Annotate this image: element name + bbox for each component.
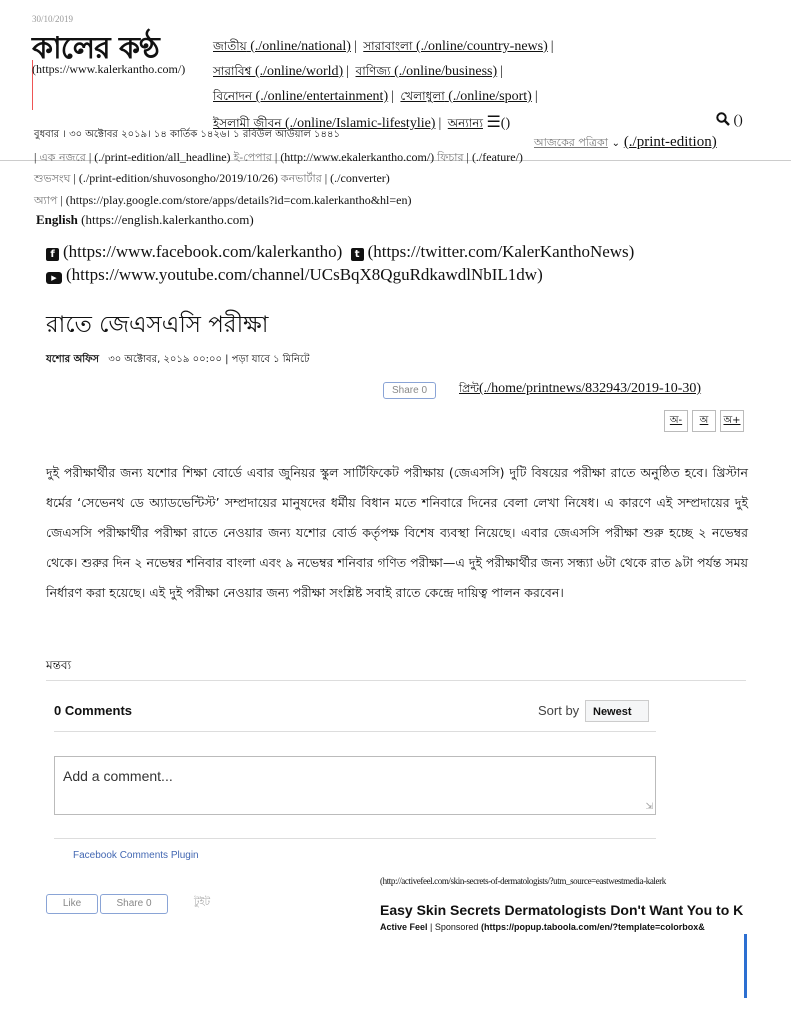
ad-sponsored-link[interactable]: (https://popup.taboola.com/en/?template=colorbox& xyxy=(480,922,705,932)
font-increase-button[interactable]: অ+ xyxy=(720,410,744,432)
link-epaper-url[interactable]: (http://www.ekalerkantho.com/) xyxy=(280,150,435,164)
nav-item-others[interactable]: অন্যান্য ☰() xyxy=(447,114,511,131)
ad-title[interactable]: Easy Skin Secrets Dermatologists Don't Want You to K xyxy=(380,902,744,918)
share-button-bottom[interactable]: Share 0 xyxy=(100,894,168,914)
links-row-2: শুভসংঘ | (./print-edition/shuvosongho/2019/10/26) কনভার্টার | (./converter) xyxy=(34,171,390,185)
article-headline: রাতে জেএসএসি পরীক্ষা xyxy=(46,312,269,338)
ad-url[interactable]: (http://activefeel.com/skin-secrets-of-dermatologists/?utm_source=eastwestmedia-kalerk xyxy=(380,876,666,886)
link-feature-url[interactable]: (./feature/) xyxy=(471,150,523,164)
nav-item-world[interactable]: সারাবিশ্ব (./online/world) xyxy=(213,64,344,79)
ad-sponsor: Active Feel | Sponsored (https://popup.taboola.com/en/?template=colorbox& xyxy=(380,922,705,932)
social-row-1 xyxy=(46,242,634,262)
date-stamp: 30/10/2019 xyxy=(32,14,74,24)
link-shuvosongho-url[interactable]: (./print-edition/shuvosongho/2019/10/26) xyxy=(78,171,278,185)
sort-select[interactable]: Newest xyxy=(585,700,649,722)
link-english[interactable]: English xyxy=(36,212,78,227)
twitter-icon: t xyxy=(351,248,364,261)
menu-icon[interactable]: ☰ xyxy=(486,114,501,131)
comments-divider xyxy=(46,680,746,681)
facebook-plugin-link[interactable]: Facebook Comments Plugin xyxy=(73,850,199,861)
nav-item-national[interactable]: জাতীয় (./online/national) xyxy=(213,39,351,54)
nav-row-2: সারাবিশ্ব (./online/world) | বাণিজ্য (./online/business) | xyxy=(213,64,503,79)
facebook-icon: f xyxy=(46,248,59,261)
twitter-link[interactable]: t (https://twitter.com/KalerKanthoNews) xyxy=(351,242,635,261)
print-edition-link[interactable]: আজকের পত্রিকা ⌄ (./print-edition) xyxy=(534,134,717,150)
like-button[interactable]: Like xyxy=(46,894,98,914)
link-headlines[interactable]: এক নজরে xyxy=(39,151,86,164)
link-converter-url[interactable]: (./converter) xyxy=(330,171,390,185)
site-logo[interactable]: কালের কণ্ঠ xyxy=(32,31,159,66)
link-app-url[interactable]: (https://play.google.com/store/apps/details?id=com.kalerkantho&hl=en) xyxy=(65,193,412,207)
link-feature[interactable]: ফিচার xyxy=(437,151,464,164)
link-english-url[interactable]: (https://english.kalerkantho.com) xyxy=(81,212,254,227)
resize-grip-icon[interactable]: ⇲ xyxy=(645,801,653,811)
links-row-1: | এক নজরে | (./print-edition/all_headline) ই-পেপার | (http://www.ekalerkantho.com/) ফিচার | (./feature/) xyxy=(34,150,523,164)
share-button[interactable]: Share 0 xyxy=(383,380,436,398)
youtube-icon: ▶ xyxy=(46,272,62,284)
links-row-english xyxy=(36,212,254,228)
nav-item-business[interactable]: বাণিজ্য (./online/business) xyxy=(355,64,498,79)
nav-item-country[interactable]: সারাবাংলা (./online/country-news) xyxy=(363,39,548,54)
youtube-link[interactable]: ▶ (https://www.youtube.com/channel/UCsBqX8QguRdkawdlNbIL1dw) xyxy=(46,265,543,284)
links-row-3: অ্যাপ | (https://play.google.com/store/apps/details?id=com.kalerkantho&hl=en) xyxy=(34,193,412,207)
link-converter[interactable]: কনভার্টার xyxy=(280,172,322,185)
comment-count: 0 Comments xyxy=(54,703,133,718)
nav-item-entertainment[interactable]: বিনোদন (./online/entertainment) xyxy=(213,89,389,104)
comments-divider-2 xyxy=(54,731,656,732)
search-button[interactable]: () xyxy=(716,112,743,129)
font-decrease-button[interactable]: অ- xyxy=(664,410,688,432)
ad-accent-bar xyxy=(744,934,747,998)
article-body: দুই পরীক্ষার্থীর জন্য যশোর শিক্ষা বোর্ডে এবার জুনিয়র স্কুল সার্টিফিকেট পরীক্ষায় (জেএসসি) দুটি বিষয়ের পরীক্ষা রাতে অনুষ্ঠিত হবে। খ্রিস্টান ধর্মের ‘সেভেনথ ডে অ্যাডভেন্টিস্ট’ সম্প্রদায়ের মানুষদের ধর্মীয় বিধান মতে শনিবারে দিনের বেলা লেখা নিষেধ। এ কারণে এই সম্প্রদায়ের দুই জেএসসি পরীক্ষার্থীর পরীক্ষা রাতে নেওয়ার জন্য যশোর বোর্ড কর্তৃপক্ষ বিশেষ ব্যবস্থা নিয়েছে। এবার জেএসসি পরীক্ষা শুরু হচ্ছে ২ নভেম্বর থেকে। শুরুর দিন ২ নভেম্বর শনিবার বাংলা এবং ৯ নভেম্বর শনিবার গণিত পরীক্ষা—এ দুই পরীক্ষার্থীর জন্য সন্ধ্যা ৬টা থেকে রাত ৯টা পর্যন্ত সময় নির্ধারণ করা হয়েছে। এই দুই পরীক্ষা নেওয়ার জন্য পরীক্ষা সংশ্লিষ্ট সবাই রাতে কেন্দ্রে দায়িত্ব পালন করবেন। xyxy=(46,465,748,600)
tweet-button[interactable]: টুইট xyxy=(194,897,211,908)
ad-sponsored-label: Sponsored xyxy=(434,922,479,932)
chevron-down-icon: ⌄ xyxy=(611,138,621,149)
nav-row-1: জাতীয় (./online/national) | সারাবাংলা (./online/country-news) | xyxy=(213,39,554,54)
comments-heading: মন্তব্য xyxy=(46,658,72,672)
search-icon xyxy=(716,113,734,128)
article-author: যশোর অফিস xyxy=(46,354,100,365)
article-byline xyxy=(46,352,310,369)
link-headlines-url[interactable]: (./print-edition/all_headline) xyxy=(94,150,231,164)
logo-link[interactable]: (https://www.kalerkantho.com/) xyxy=(32,62,186,76)
link-epaper[interactable]: ই-পেপার xyxy=(233,151,272,164)
facebook-link[interactable]: f (https://www.facebook.com/kalerkantho) xyxy=(46,242,342,261)
link-shuvosongho[interactable]: শুভসংঘ xyxy=(34,172,71,185)
link-app[interactable]: অ্যাপ xyxy=(34,194,58,207)
nav-row-3: বিনোদন (./online/entertainment) | খেলাধুলা (./online/sport) | xyxy=(213,89,538,104)
nav-row-4: ইসলামী জীবন (./online/Islamic-lifestylie) | অন্যান্য ☰() xyxy=(213,114,511,131)
comments-divider-3 xyxy=(54,838,656,839)
comment-input[interactable] xyxy=(54,756,656,815)
font-reset-button[interactable]: অ xyxy=(692,410,716,432)
comment-placeholder: Add a comment... xyxy=(63,768,173,784)
sort-label: Sort by xyxy=(538,703,580,718)
social-row-2 xyxy=(46,265,543,285)
date-line: বুধবার । ৩০ অক্টোবর ২০১৯। ১৪ কার্তিক ১৪২৬। ১ রবিউল আউয়াল ১৪৪১ xyxy=(34,129,341,140)
nav-item-sport[interactable]: খেলাধুলা (./online/sport) xyxy=(400,89,532,104)
print-link[interactable]: প্রিন্ট(./home/printnews/832943/2019-10-30) xyxy=(459,381,702,396)
ad-source[interactable]: Active Feel xyxy=(380,922,428,932)
nav-item-islamic[interactable]: ইসলামী জীবন (./online/Islamic-lifestylie) xyxy=(213,116,436,131)
article-meta: ৩০ অক্টোবর, ২০১৯ ০০:০০ | পড়া যাবে ১ মিনিটে xyxy=(108,354,310,365)
